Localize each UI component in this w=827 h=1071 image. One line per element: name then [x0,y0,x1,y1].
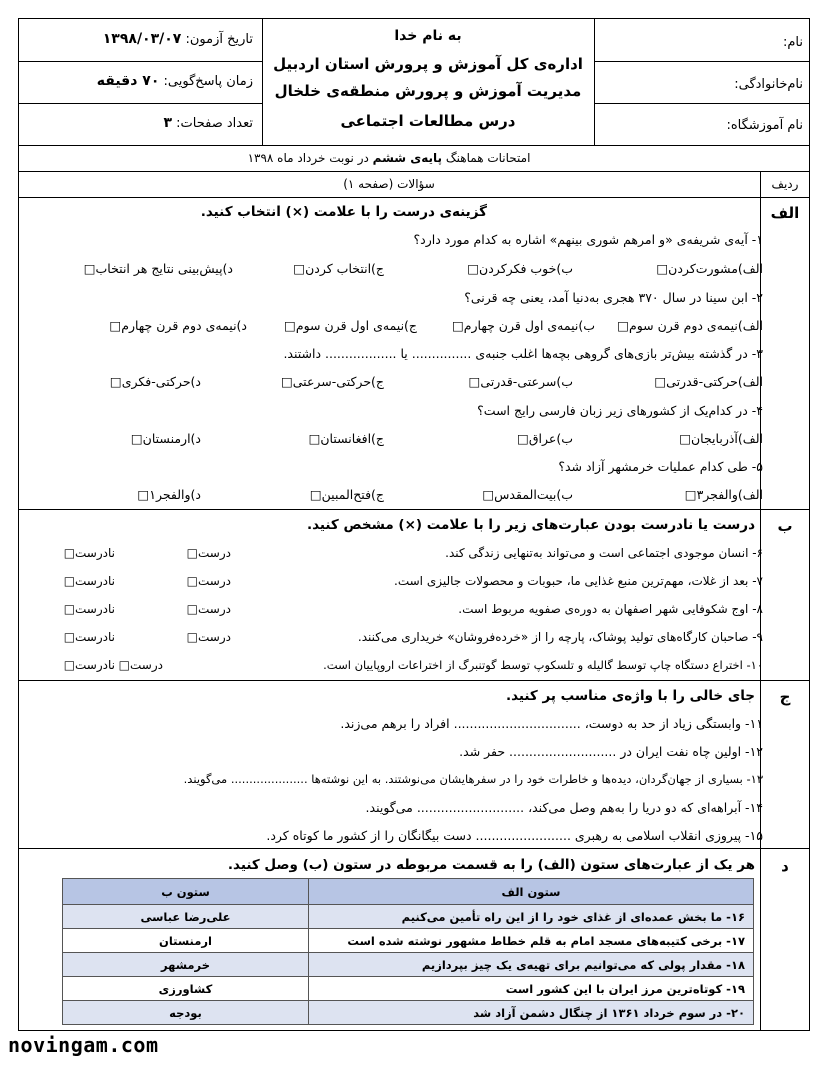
option-b[interactable]: ب)خوب فکرکردن□ [467,261,573,276]
false-checkbox[interactable]: نادرست□ [63,602,115,616]
false-checkbox[interactable]: نادرست□ [63,546,115,560]
column-b-cell: کشاورزی [63,977,309,1001]
title-line-4: درس مطالعات اجتماعی [340,112,516,130]
true-checkbox[interactable]: درست□ [186,602,231,616]
section-divider [18,848,810,849]
table-row [63,929,754,953]
fill-blank-item: ۱۳- بسیاری از جهان‌گردان، دیده‌ها و خاطرات خود را در سفرهایشان می‌نوشتند. به این نوشته‌ها ..................... می‌گویند. [183,772,763,786]
section-divider [18,680,810,681]
option-b[interactable]: ب)بیت‌المقدس□ [482,487,573,502]
question-text: ۱- آیه‌ی شریفه‌ی «و امرهم شوری بینهم» اشاره به کدام مورد دارد؟ [413,232,763,247]
page-count-value: ۳ [163,115,173,131]
matching-table-header [63,879,754,905]
option-c[interactable]: ج)انتخاب کردن□ [293,261,384,276]
table-row [63,977,754,1001]
section-be-letter: ب [777,517,793,535]
fill-blank-item: ۱۵- پیروزی انقلاب اسلامی به رهبری ........................ دست بیگانگان را از کشور ما کوتاه کرد. [266,828,763,843]
column-a-cell: ۱۸- مقدار پولی که می‌توانیم برای تهیه‌ی یک چیز بپردازیم [309,953,754,977]
exam-info-grade: پایه‌ی ششم [372,151,443,165]
student-name-label: نام: [782,35,803,50]
exam-duration-label: زمان پاسخ‌گویی: [163,74,253,89]
question-text: ۲- ابن سینا در سال ۳۷۰ هجری به‌دنیا آمد، یعنی چه قرنی؟ [464,290,763,305]
section-divider [18,509,810,510]
section-jim-title: جای خالی را با واژه‌ی مناسب پر کنید. [505,688,755,704]
table-row [63,905,754,929]
column-a-header: ستون الف [309,879,754,905]
header-row-line [594,61,810,62]
column-b-cell: علی‌رضا عباسی [63,905,309,929]
exam-duration-value: ۷۰ دقیقه [96,73,160,89]
section-jim-letter: ج [779,688,791,706]
option-b[interactable]: ب)عراق□ [517,431,573,446]
exam-info [18,151,760,165]
column-a-cell: ۱۹- کوتاه‌ترین مرز ایران با این کشور است [309,977,754,1001]
false-checkbox[interactable]: نادرست□ [63,658,115,672]
option-a[interactable]: الف)نیمه‌ی دوم قرن سوم□ [617,318,763,333]
option-a[interactable]: الف)والفجر۳□ [684,487,763,502]
header-bottom-line [18,145,810,146]
option-a[interactable]: الف)حرکتی-قدرتی□ [654,374,763,389]
school-name-label: نام آموزشگاه: [726,118,803,133]
row-header-bottom-line [18,197,810,198]
section-alef-letter: الف [770,204,800,222]
question-text: ۴- در کدام‌یک از کشورهای زیر زبان فارسی رایج است؟ [477,403,763,418]
column-b-header: ستون ب [63,879,309,905]
false-checkbox[interactable]: نادرست□ [63,630,115,644]
exam-date-label: تاریخ آزمون: [185,32,253,47]
statement-text: ۹- صاحبان کارگاه‌های تولید پوشاک، پارچه را از «خرده‌فروشان» خریداری می‌کنند. [357,630,763,644]
question-text: ۵- طی کدام عملیات خرمشهر آزاد شد؟ [558,459,763,474]
option-b[interactable]: ب)نیمه‌ی اول قرن چهارم□ [451,318,595,333]
column-a-cell: ۱۷- برخی کتیبه‌های مسجد امام به قلم خطاط مشهور نوشته شده است [309,929,754,953]
exam-info-bottom-line [18,171,810,172]
statement-text: ۷- بعد از غلات، مهم‌ترین منبع غذایی ما، حبوبات و محصولات جالیزی است. [394,574,763,588]
false-checkbox[interactable]: نادرست□ [63,574,115,588]
fill-blank-item: ۱۱- وابستگی زیاد از حد به دوست، ................................ افراد را برهم می‌زند. [340,716,763,731]
page-count-label: تعداد صفحات: [176,116,253,131]
exam-info-post: در نوبت خرداد ماه ۱۳۹۸ [247,151,369,165]
exam-info-pre: امتحانات هماهنگ [445,151,531,165]
column-a-cell: ۱۶- ما بخش عمده‌ای از غذای خود را از این راه تأمین می‌کنیم [309,905,754,929]
header-row-line [18,103,262,104]
question-text: ۳- در گذشته بیش‌تر بازی‌های گروهی بچه‌ها اغلب جنبه‌ی ............... یا .................. داشتند. [283,346,763,361]
true-checkbox[interactable]: درست□ [186,546,231,560]
option-a[interactable]: الف)مشورت‌کردن□ [656,261,763,276]
title-line-3: مدیریت آموزش و پرورش منطقه‌ی خلخال [274,82,582,100]
true-checkbox[interactable]: درست□ [118,658,163,672]
title-line-1: به نام خدا [394,28,462,44]
statement-text: ۶- انسان موجودی اجتماعی است و می‌تواند به‌تنهایی زندگی کند. [445,546,763,560]
site-watermark[interactable]: novingam.com [8,1033,159,1057]
option-d[interactable]: د)نیمه‌ی دوم قرن چهارم□ [109,318,247,333]
option-d[interactable]: د)والفجر۱□ [137,487,201,502]
option-a[interactable]: الف)آذربایجان□ [679,431,763,446]
option-b[interactable]: ب)سرعتی-قدرتی□ [468,374,573,389]
header-row-line [18,61,262,62]
true-checkbox[interactable]: درست□ [186,630,231,644]
fill-blank-item: ۱۴- آبراهه‌ای که دو دریا را به‌هم وصل می‌کند، ........................... می‌گویند. [365,800,763,815]
option-d[interactable]: د)ارمنستان□ [130,431,201,446]
section-dal-letter: د [781,857,789,875]
exam-date [103,31,253,47]
row-column-label: ردیف [771,177,799,191]
true-checkbox[interactable]: درست□ [186,574,231,588]
questions-page-label: سؤالات (صفحه ۱) [343,177,435,191]
student-family-label: نام‌خانوادگی: [734,77,803,92]
fill-blank-item: ۱۲- اولین چاه نفت ایران در ........................... حفر شد. [459,744,763,759]
section-be-title: درست یا نادرست بودن عبارت‌های زیر را با علامت (×) مشخص کنید. [306,517,755,533]
header-divider-right [594,18,595,145]
section-dal-title: هر یک از عبارت‌های ستون (الف) را به قسمت مربوطه در ستون (ب) وصل کنید. [227,857,755,873]
exam-duration [97,73,253,89]
option-c[interactable]: ج)حرکتی-سرعتی□ [280,374,384,389]
option-d[interactable]: د)حرکتی-فکری□ [109,374,201,389]
option-d[interactable]: د)پیش‌بینی نتایج هر انتخاب□ [83,261,233,276]
page-count [163,115,253,131]
column-b-cell: بودجه [63,1001,309,1025]
option-c[interactable]: ج)نیمه‌ی اول قرن سوم□ [284,318,417,333]
header-row-line [594,103,810,104]
title-line-2: اداره‌ی کل آموزش و پرورش استان اردبیل [273,55,583,73]
table-row [63,1001,754,1025]
column-b-cell: خرمشهر [63,953,309,977]
matching-table [62,878,754,1025]
statement-text: ۸- اوج شکوفایی شهر اصفهان به دوره‌ی صفویه مربوط است. [458,602,763,616]
column-b-cell: ارمنستان [63,929,309,953]
section-alef-title: گزینه‌ی درست را با علامت (×) انتخاب کنید. [200,204,487,220]
option-c[interactable]: ج)افغانستان□ [308,431,384,446]
table-row [63,953,754,977]
statement-text: ۱۰- اختراع دستگاه چاپ توسط گالیله و تلسکوپ توسط گوتنبرگ از اختراعات اروپاییان است. [323,658,763,672]
column-a-cell: ۲۰- در سوم خرداد ۱۳۶۱ از چنگال دشمن آزاد شد [309,1001,754,1025]
option-c[interactable]: ج)فتح‌المبین□ [309,487,384,502]
exam-date-value: ۱۳۹۸/۰۳/۰۷ [102,31,182,47]
